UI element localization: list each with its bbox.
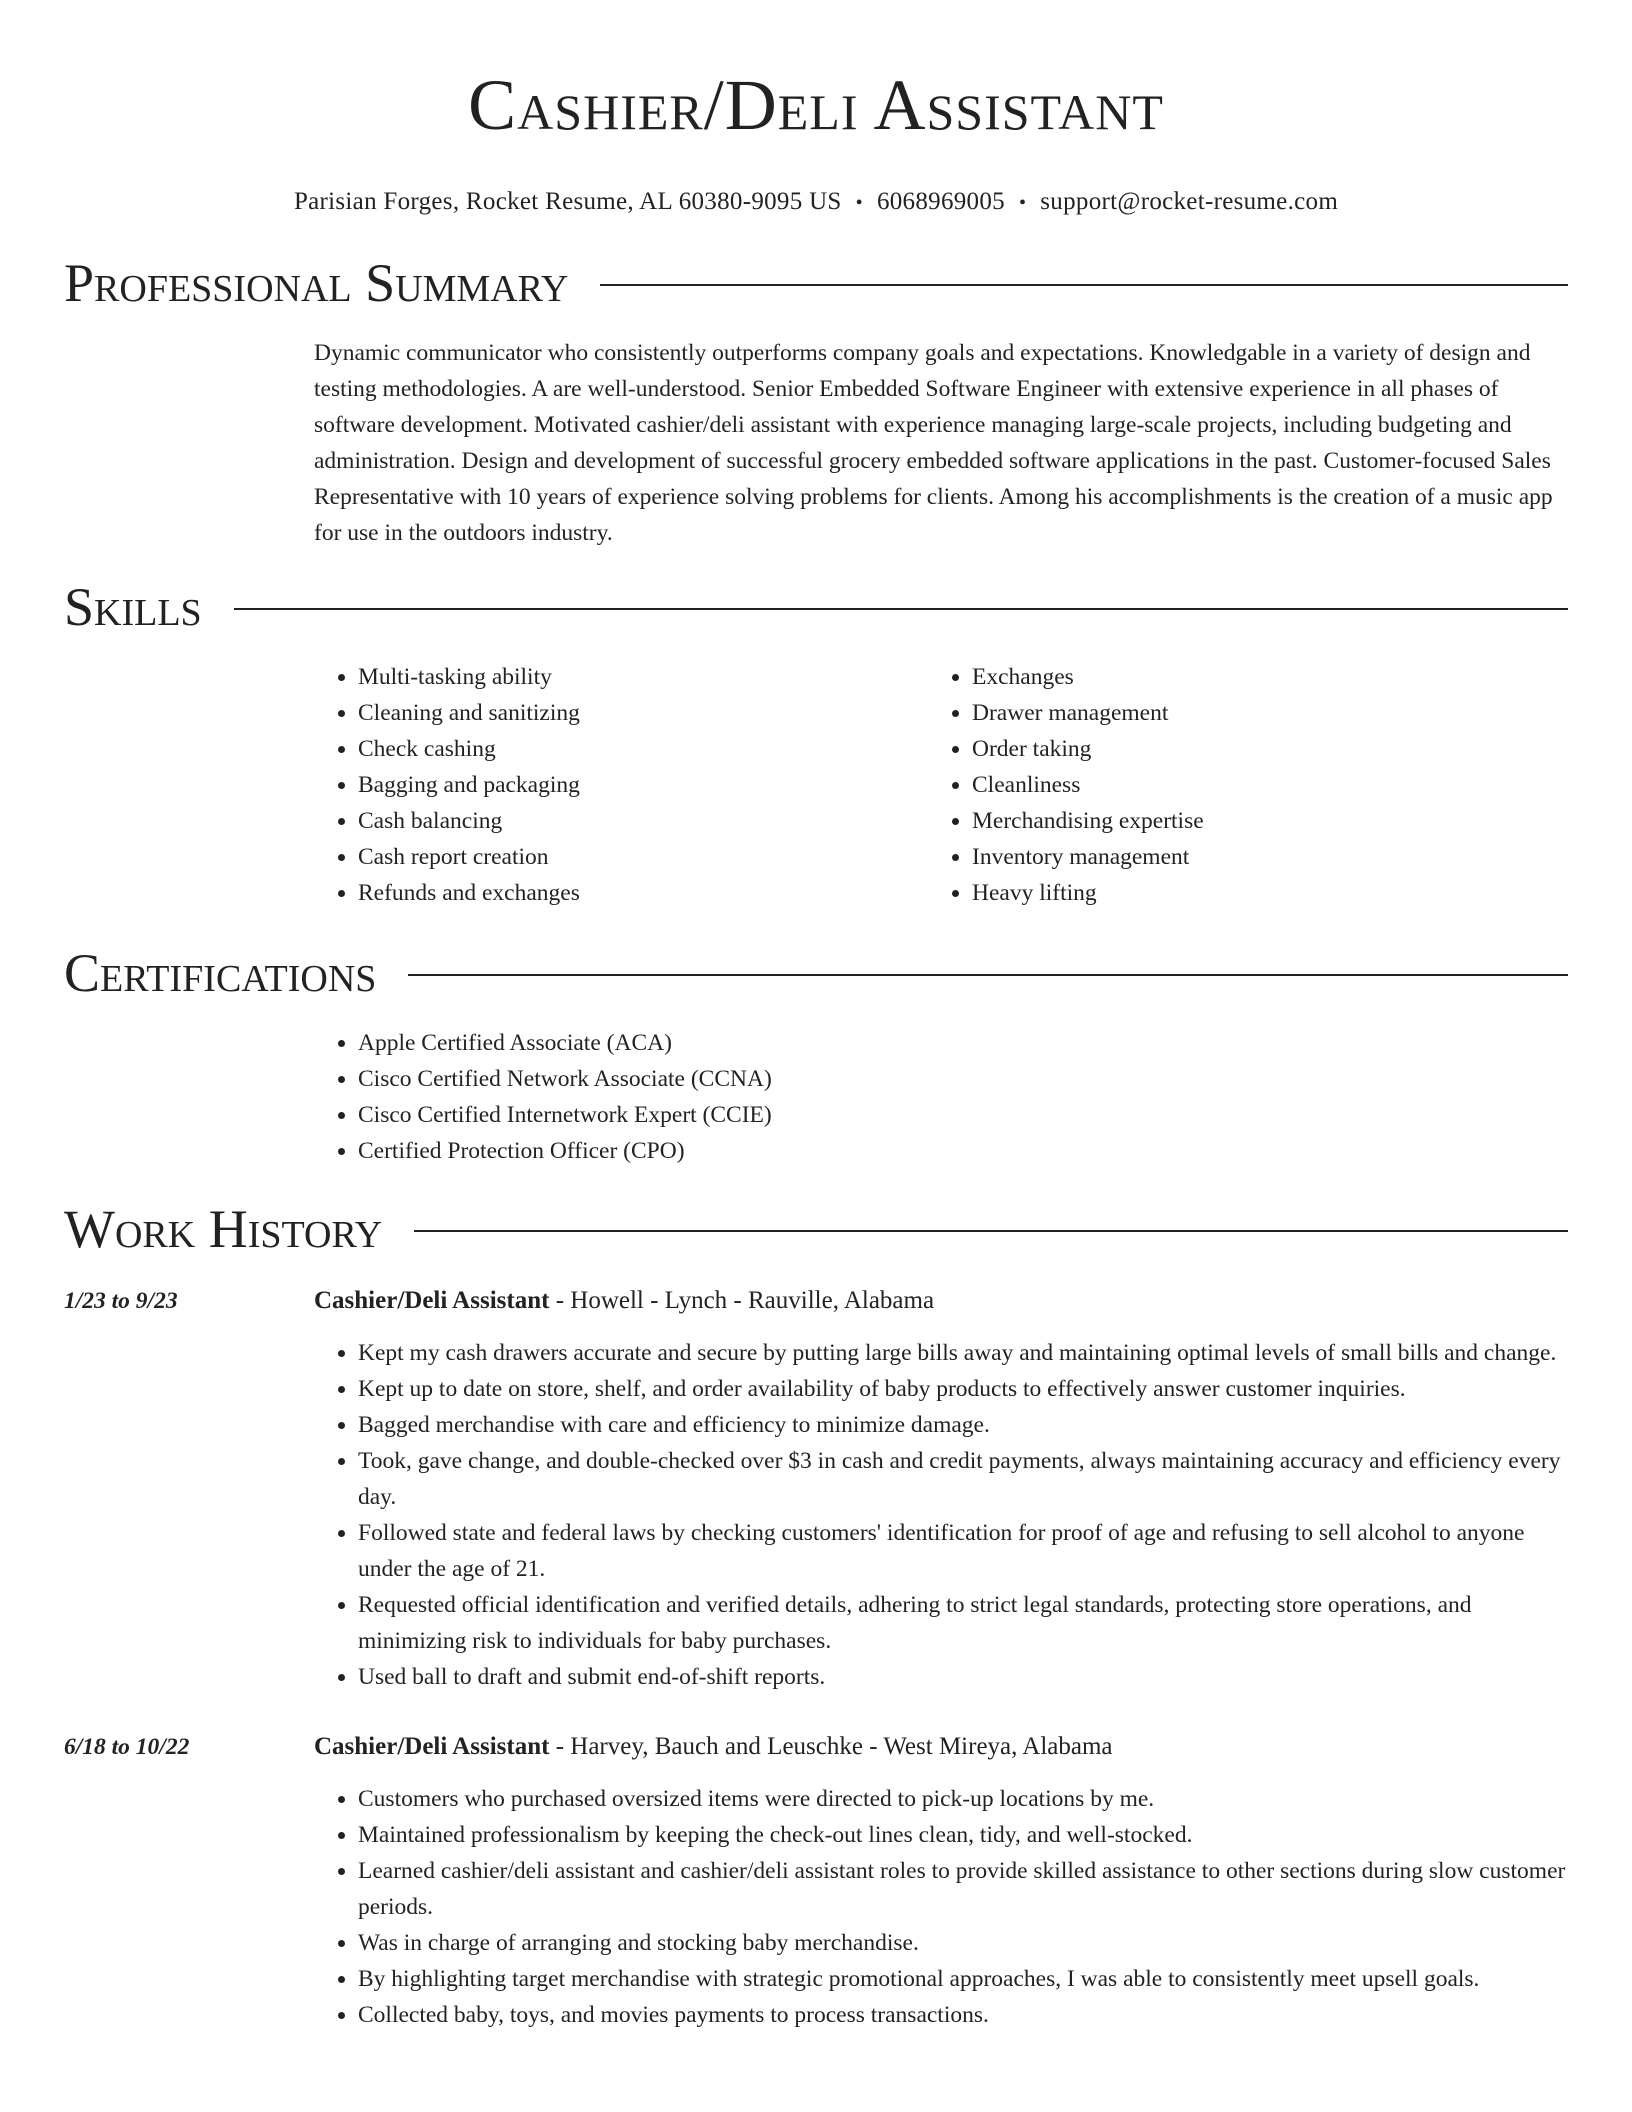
resume-name: Cashier/Deli Assistant — [468, 65, 1164, 145]
job-bullets — [314, 1781, 1568, 2033]
job-title: Cashier/Deli Assistant — [314, 1733, 550, 1760]
skill-item: • Heavy lifting — [972, 875, 1542, 911]
skills-section-header — [64, 577, 1568, 637]
skill-item: • Check cashing — [358, 731, 928, 767]
job-bullets — [314, 1335, 1568, 1695]
skills-list-right — [928, 659, 1542, 911]
skills-title: Skills — [64, 577, 202, 637]
section-divider — [414, 1230, 1568, 1232]
summary-section-header — [64, 253, 1568, 313]
job-heading — [314, 1729, 1568, 1765]
skill-item: • Order taking — [972, 731, 1542, 767]
skill-item: • Cleanliness — [972, 767, 1542, 803]
job-bullet: • Maintained professionalism by keeping the check-out lines clean, tidy, and well-stocked. — [358, 1817, 1568, 1853]
job-entry — [64, 1729, 1568, 2033]
job-bullet: • Bagged merchandise with care and efficiency to minimize damage. — [358, 1407, 1568, 1443]
job-dates: 1/23 to 9/23 — [64, 1288, 178, 1314]
skill-item: • Multi-tasking ability — [358, 659, 928, 695]
certification-item: • Cisco Certified Internetwork Expert (CCIE) — [358, 1097, 1568, 1133]
skills-column-left — [314, 659, 928, 911]
job-dates: 6/18 to 10/22 — [64, 1734, 190, 1760]
job-bullet: • Requested official identification and verified details, adhering to strict legal standards, protecting store operations, and minimizing risk to individuals for baby purchases. — [358, 1587, 1568, 1659]
certifications-section-header — [64, 943, 1568, 1003]
skill-item: • Exchanges — [972, 659, 1542, 695]
contact-email: support@rocket-resume.com — [1040, 188, 1339, 215]
job-bullet: • Learned cashier/deli assistant and cashier/deli assistant roles to provide skilled assistance to other sections during slow customer periods. — [358, 1853, 1568, 1925]
skills-column-right — [928, 659, 1542, 911]
job-title: Cashier/Deli Assistant — [314, 1287, 550, 1314]
work-history-title: Work History — [64, 1199, 383, 1259]
certification-item: • Certified Protection Officer (CPO) — [358, 1133, 1568, 1169]
contact-separator: • — [855, 192, 863, 214]
job-employer-location: - Howell - Lynch - Rauville, Alabama — [549, 1287, 935, 1314]
job-main — [314, 1283, 1568, 1695]
job-bullet: • Customers who purchased oversized items were directed to pick-up locations by me. — [358, 1781, 1568, 1817]
skill-item: • Merchandising expertise — [972, 803, 1542, 839]
contact-separator: • — [1018, 192, 1027, 214]
section-divider — [408, 974, 1568, 976]
skill-item: • Bagging and packaging — [358, 767, 928, 803]
certifications-body — [314, 1025, 1568, 1169]
contact-line — [64, 186, 1568, 219]
skill-item: • Cleaning and sanitizing — [358, 695, 928, 731]
summary-body — [314, 335, 1568, 551]
section-divider — [234, 608, 1568, 610]
skills-list-left — [314, 659, 928, 911]
job-bullet: • Collected baby, toys, and movies payments to process transactions. — [358, 1997, 1568, 2033]
job-bullet: • Followed state and federal laws by checking customers' identification for proof of age and refusing to sell alcohol to anyone under the age of 21. — [358, 1515, 1568, 1587]
skill-item: • Cash balancing — [358, 803, 928, 839]
summary-title: Professional Summary — [64, 253, 569, 313]
work-history-section-header — [64, 1199, 1568, 1259]
job-bullet: • Kept my cash drawers accurate and secure by putting large bills away and maintaining optimal levels of small bills and change. — [358, 1335, 1568, 1371]
job-bullet: • Kept up to date on store, shelf, and order availability of baby products to effectively answer customer inquiries. — [358, 1371, 1568, 1407]
skills-grid — [314, 659, 1568, 911]
job-heading — [314, 1283, 1568, 1319]
certifications-title: Certifications — [64, 943, 377, 1003]
job-main — [314, 1729, 1568, 2033]
skill-item: • Cash report creation — [358, 839, 928, 875]
certifications-list — [314, 1025, 1568, 1169]
section-divider — [600, 284, 1568, 286]
job-entry — [64, 1283, 1568, 1695]
skill-item: • Refunds and exchanges — [358, 875, 928, 911]
job-employer-location: - Harvey, Bauch and Leuschke - West Mireya, Alabama — [549, 1733, 1113, 1760]
skills-body — [314, 659, 1568, 911]
contact-address: Parisian Forges, Rocket Resume, AL 60380-9095 US — [293, 188, 842, 215]
job-bullet: • Took, gave change, and double-checked over $3 in cash and credit payments, always maintaining accuracy and efficiency every day. — [358, 1443, 1568, 1515]
certification-item: • Apple Certified Associate (ACA) — [358, 1025, 1568, 1061]
contact-phone: 6068969005 — [876, 188, 1005, 215]
summary-text: Dynamic communicator who consistently outperforms company goals and expectations. Knowledgable in a variety of design and testing methodologies. A are well-understood. Senior Embedded Software Engineer with extensive experience in all phases of software development. Motivated cashier/deli assistant with experience managing large-scale projects, including budgeting and administration. Design and development of successful grocery embedded software applications in the past. Customer-focused Sales Representative with 10 years of experience solving problems for clients. Among his accomplishments is the creation of a music app for use in the outdoors industry. — [314, 340, 1553, 546]
skill-item: • Drawer management — [972, 695, 1542, 731]
job-bullet: • Was in charge of arranging and stocking baby merchandise. — [358, 1925, 1568, 1961]
job-bullet: • By highlighting target merchandise with strategic promotional approaches, I was able to consistently meet upsell goals. — [358, 1961, 1568, 1997]
job-bullet: • Used ball to draft and submit end-of-shift reports. — [358, 1659, 1568, 1695]
skill-item: • Inventory management — [972, 839, 1542, 875]
certification-item: • Cisco Certified Network Associate (CCNA) — [358, 1061, 1568, 1097]
